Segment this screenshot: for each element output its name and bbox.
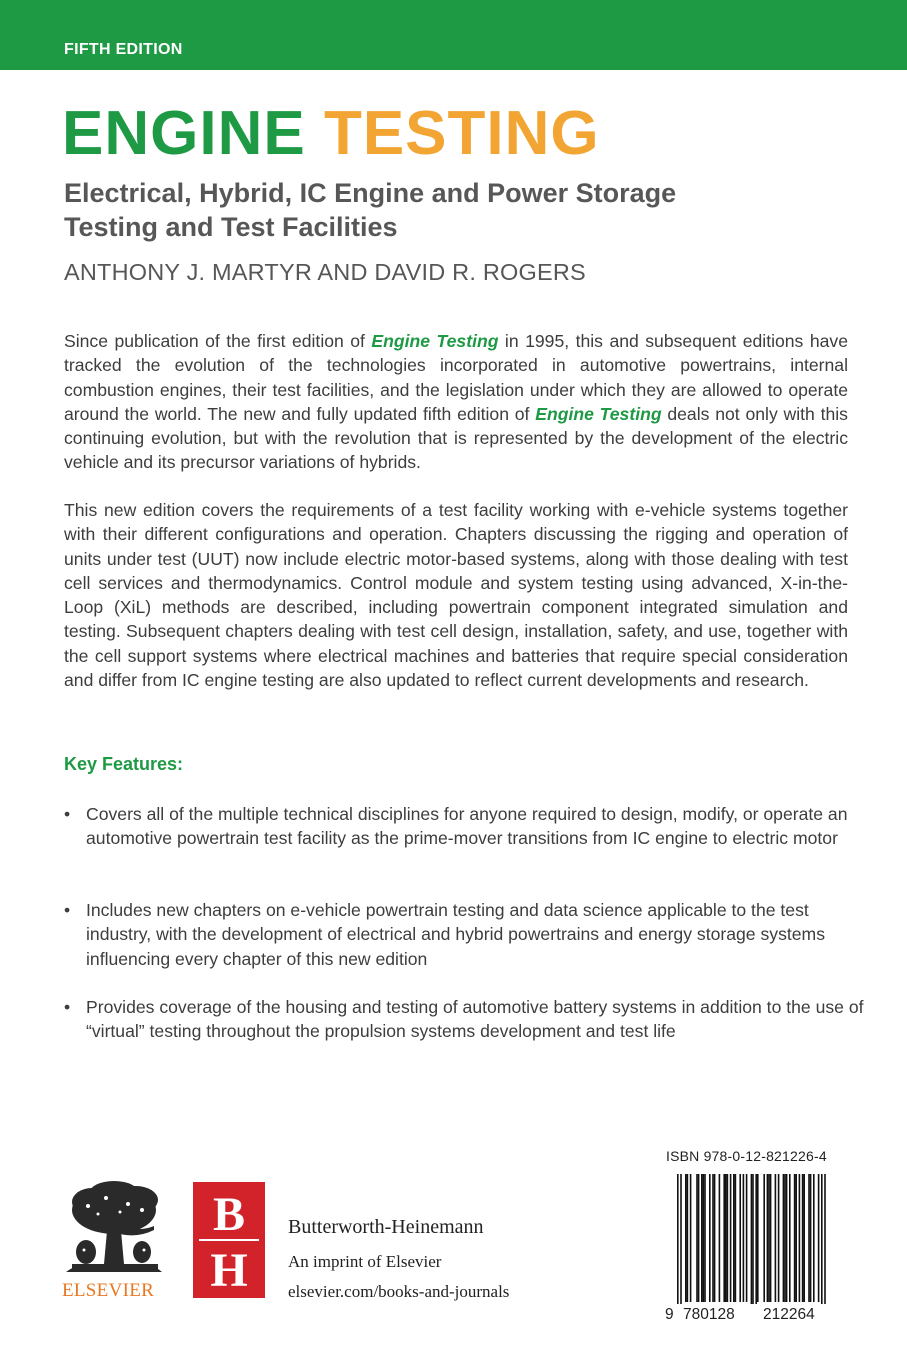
barcode-bar [751,1174,753,1314]
barcode-bar [727,1174,729,1302]
barcode-bar [818,1174,820,1302]
p1-text-c: deals not only with this continuing evolution, but with the revolution that is represented by the development of the electric vehicle and its precursor variations of hybrids. [64,403,848,473]
barcode-bar [757,1174,759,1302]
bh-letter-h: H [210,1244,248,1297]
barcode-bar [810,1174,812,1302]
barcode-bar [698,1174,700,1302]
barcode-bar [808,1174,810,1302]
title-word-engine: ENGINE [62,99,306,168]
p1-text-b: in 1995, this and subsequent editions have tracked the evolution of the technologies incorporated in automotive powertrains, internal combustion engines, their test facilities, and the legislation under which they are allowed to operate around the world. The new and fully updated fifth edition of [64,331,848,424]
barcode-bar [743,1174,745,1302]
title-word-testing: TESTING [323,99,600,168]
authors: ANTHONY J. MARTYR AND DAVID R. ROGERS [64,259,586,285]
description-paragraph-2: This new edition covers the requirements of a test facility working with e-vehicle systems together with their different configurations and operation. Chapters discussing the rigging and operation of units under test (UUT) now include electric motor-based systems, along with those dealing with test cell services and thermodynamics. Control module and system testing using advanced, X-in-the-Loop (XiL) methods are described, including powertrain component integrated simulation and testing. Subsequent chapters dealing with test cell design, installation, safety, and use, together with the cell support systems where electrical machines and batteries that require special consideration and differ from IC engine testing are also updated to reflect current developments and research. [64,500,848,691]
subtitle-line-2: Testing and Test Facilities [64,212,398,242]
barcode-bar [739,1174,741,1302]
barcode-bar [778,1174,780,1302]
barcode-bar [783,1174,785,1302]
barcode-digits [663,1304,841,1324]
barcode-digits-right: 212264 [763,1306,815,1323]
imprint-of: An imprint of Elsevier [288,1252,442,1271]
barcode-bar [789,1174,791,1302]
barcode-bar [784,1174,786,1302]
bullet-icon: • [64,900,71,920]
publisher-website: elsevier.com/books-and-journals [288,1282,510,1301]
elsevier-tree-logo-icon [62,1180,166,1276]
barcode-bar [768,1174,770,1302]
barcode-bar [752,1174,754,1314]
barcode-bar [680,1174,682,1314]
bullet-icon: • [64,804,71,824]
description-paragraph-1 [64,329,848,475]
edition-label: FIFTH EDITION [64,41,183,58]
barcode-digits-left: 780128 [683,1306,735,1323]
barcode-bar [786,1174,788,1302]
barcode-bar [767,1174,769,1302]
barcode-bar [704,1174,706,1302]
barcode-bar [730,1174,732,1302]
barcode-bar [775,1174,777,1302]
list-item [64,802,864,851]
bh-letter-b: B [212,1188,246,1241]
barcode-bar [770,1174,772,1302]
barcode-bar [725,1174,727,1302]
barcode-bar [687,1174,689,1302]
barcode-bar [685,1174,687,1302]
barcode-bar [712,1174,714,1302]
barcode-bar [794,1174,796,1302]
barcode-bar [733,1174,735,1302]
barcode-bar [701,1174,703,1302]
barcode-bar [735,1174,737,1302]
imprint-name: Butterworth-Heinemann [288,1216,484,1238]
barcode-bar [696,1174,698,1302]
book-subtitle [64,176,864,244]
list-item [64,898,864,971]
top-color-band [0,0,907,70]
list-item-text: Includes new chapters on e-vehicle powertrain testing and data science applicable to the test industry, with the development of electrical and hybrid powertrains and energy storage systems influencing every chapter of this new edition [86,900,825,969]
bh-logo [193,1182,265,1298]
p1-text-a: Since publication of the first edition of [64,331,372,351]
list-item [64,995,864,1044]
elsevier-wordmark: ELSEVIER [62,1280,155,1301]
barcode-bar [763,1174,765,1302]
bh-logo-icon [193,1182,265,1298]
barcode-digit-first: 9 [665,1306,674,1323]
barcode-bar [690,1174,692,1302]
list-item-text: Provides coverage of the housing and testing of automotive battery systems in addition to the use of “virtual” testing throughout the propulsion systems development and test life [86,997,864,1042]
barcode-bar [709,1174,711,1302]
barcode-bar [723,1174,725,1302]
barcode-bar [803,1174,805,1302]
barcode-bar [719,1174,721,1302]
book-title [62,96,600,172]
barcode-bar [677,1174,679,1314]
barcode-bar [795,1174,797,1302]
barcode-bar [821,1174,823,1314]
list-item-text: Covers all of the multiple technical disciplines for anyone required to design, modify, or operate an automotive powertrain test facility as the prime-mover transitions from IC engine to electric motor [86,804,848,849]
barcode-bar [802,1174,804,1302]
barcode-icon [663,1170,841,1318]
subtitle-line-1: Electrical, Hybrid, IC Engine and Power Storage [64,178,677,208]
bullet-icon: • [64,997,71,1017]
p1-emphasis-title-1: Engine Testing [371,331,499,351]
barcode-bar [714,1174,716,1302]
barcode-bar [824,1174,826,1314]
isbn-label: ISBN 978-0-12-821226-4 [666,1148,827,1164]
key-features-heading: Key Features: [64,754,184,774]
barcode-bar [799,1174,801,1302]
barcode-bar [746,1174,748,1302]
barcode-bar [755,1174,757,1314]
barcode-bar [813,1174,815,1302]
barcode-bar [703,1174,705,1302]
p1-emphasis-title-2: Engine Testing [535,403,662,424]
